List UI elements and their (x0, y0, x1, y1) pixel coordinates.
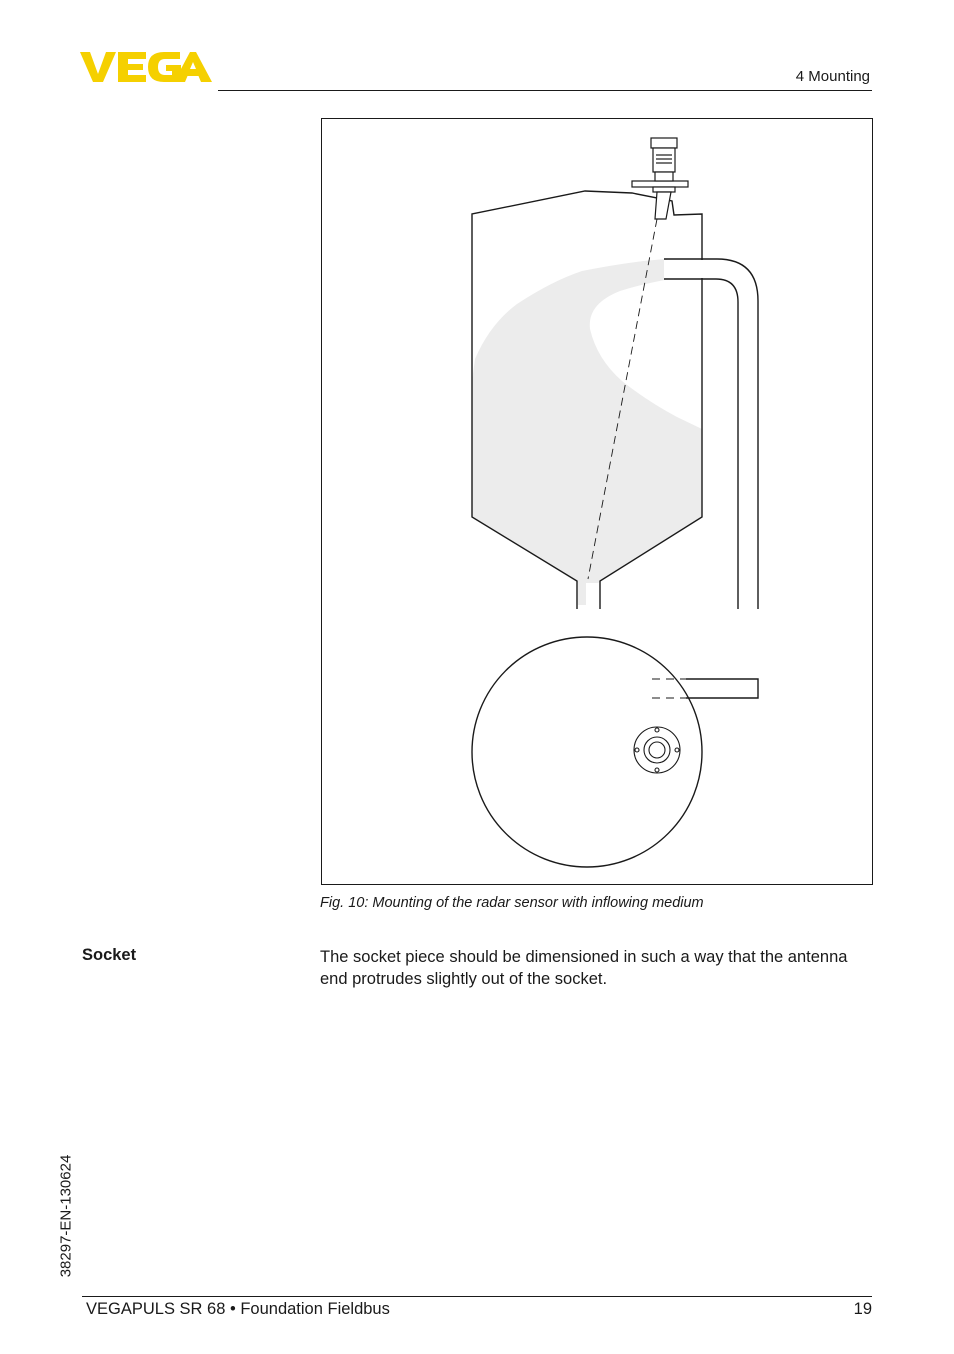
pipe-top-view (686, 679, 758, 698)
body-paragraph: The socket piece should be dimensioned in such a way that the antenna end protrudes slightly out of the socket. (320, 948, 848, 988)
document-code: 38297-EN-130624 (57, 1154, 75, 1278)
vega-logo (80, 50, 212, 84)
footer-rule (82, 1296, 872, 1297)
figure-frame (321, 118, 873, 885)
vega-logo-mark (80, 50, 212, 84)
section-label: 4 Mounting (795, 68, 870, 85)
footer-title: VEGAPULS SR 68 • Foundation Fieldbus (86, 1300, 390, 1318)
tank-mounting-diagram (322, 119, 874, 886)
bulk-material (472, 259, 702, 605)
header-rule (218, 90, 872, 91)
radar-sensor (632, 138, 688, 219)
sensor-flange-top-view (634, 727, 680, 773)
section-heading: Socket (82, 946, 137, 964)
page-number: 19 (853, 1300, 872, 1318)
figure-caption: Fig. 10: Mounting of the radar sensor with inflowing medium (320, 895, 704, 911)
vessel-top-view (472, 637, 702, 867)
